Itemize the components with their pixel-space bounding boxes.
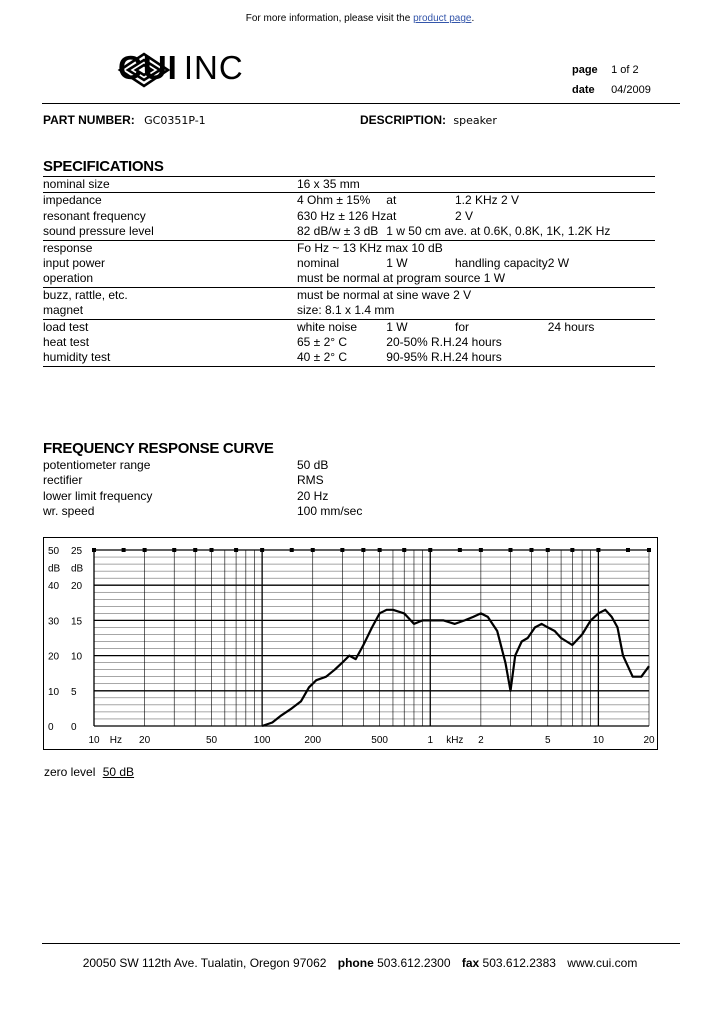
spec-value: 40 ± 2° C [297,350,386,366]
x-tick-label: 500 [371,735,388,746]
spec-value: 1 w 50 cm ave. at 0.6K, 0.8K, 1K, 1.2K Hz [386,224,611,239]
spec-value: nominal [297,255,340,270]
spec-value: must be normal at program source 1 W [297,271,506,286]
spec-value [548,350,655,366]
spec-label: impedance [43,193,297,209]
grid-tick-mark [596,548,600,552]
grid-tick-mark [378,548,382,552]
fr-row [43,473,443,488]
y-tick-label-right: 0 [71,722,77,733]
fr-row [43,489,443,504]
spec-value: 24 hours [455,334,502,349]
x-tick-label: 20 [139,735,151,746]
date-label: date [572,84,595,96]
grid-tick-mark [402,548,406,552]
y-tick-label-right: 15 [71,616,83,628]
grid-tick-mark [172,548,176,552]
spec-value: 82 dB/w ± 3 dB [297,224,379,239]
spec-row [43,193,655,209]
footer-rule [42,943,680,944]
grid-tick-mark [143,548,147,552]
spec-row [43,224,655,240]
top-note-suffix: . [471,13,475,24]
spec-row [43,177,655,193]
zero-level [44,765,134,779]
spec-value: 65 ± 2° C [297,334,348,349]
logo-suffix: INC [183,49,244,86]
spec-value: 24 hours [455,350,548,366]
grid-tick-mark [570,548,574,552]
chart-svg [44,538,657,749]
spec-label: magnet [43,303,84,318]
x-tick-label: 1 [427,735,434,746]
fr-label: potentiometer range [43,458,151,472]
spec-value: 630 Hz ± 126 Hz [297,208,387,223]
spec-row [43,319,655,335]
spec-value: Fo Hz ~ 13 KHz max 10 dB [297,240,655,256]
spec-value: 16 x 35 mm [297,177,655,193]
spec-row [43,240,655,256]
grid-tick-mark [122,548,126,552]
fr-row [43,458,443,473]
spec-value: 4 Ohm ± 15% [297,193,386,209]
description-label: DESCRIPTION: [360,113,447,127]
y-tick-label-left: 0 [48,722,54,733]
spec-label: resonant frequency [43,208,146,223]
grid-tick-mark [626,548,630,552]
spec-value: handling capacity [455,255,548,270]
spec-label: heat test [43,334,90,349]
spec-label: nominal size [43,177,297,193]
x-tick-label: Hz [109,735,123,746]
spec-row [43,303,655,319]
spec-row [43,287,655,303]
grid-tick-mark [428,548,432,552]
grid-tick-mark [647,548,651,552]
fr-row [43,504,443,519]
top-note-text: For more information, please visit the [245,13,411,24]
page-value: 1 of 2 [611,64,639,76]
spec-label: load test [43,319,297,335]
footer [0,956,720,970]
fr-value: 20 Hz [297,488,329,503]
spec-value [548,209,655,224]
zero-level-label: zero level [44,765,96,779]
spec-value: at [386,193,455,209]
logo-brand: CUI [118,49,178,86]
grid-tick-mark [210,548,214,552]
x-tick-label: 100 [253,735,271,746]
part-number-value: GC0351P-1 [144,114,206,127]
x-tick-label: 10 [88,735,100,746]
y-tick-label-right: 5 [71,686,77,698]
y-tick-label-right: dB [71,563,84,575]
date-value: 04/2009 [611,84,651,96]
spec-value: white noise [297,319,386,335]
fr-label: wr. speed [43,504,95,519]
fr-value: 100 mm/sec [297,504,363,519]
spec-value: 1 W [386,255,408,270]
spec-value [548,335,655,350]
spec-value: 2 V [455,208,474,223]
y-tick-label-left: 40 [48,581,60,593]
fax-label: fax [461,956,480,970]
page-label: page [572,64,598,76]
y-tick-label-right: 10 [71,651,83,663]
x-tick-label: 5 [544,735,551,746]
x-tick-label: 200 [304,735,322,746]
spec-label: sound pressure level [43,224,154,239]
frequency-response-title: FREQUENCY RESPONSE CURVE [43,440,274,457]
grid-tick-mark [92,548,96,552]
fr-label: lower limit frequency [43,488,153,503]
spec-label: buzz, rattle, etc. [43,287,297,303]
spec-value: 2 W [547,255,570,270]
grid-tick-mark [479,548,483,552]
spec-row [43,335,655,350]
spec-value: 90-95% R.H. [386,350,455,365]
description-line [360,113,497,127]
spec-value: 20-50% R.H. [386,334,455,349]
website-link[interactable]: www.cui.com [567,956,638,970]
x-tick-label: 10 [592,735,604,746]
phone-value: 503.612.2300 [377,956,451,970]
spec-row [43,256,655,271]
grid-tick-mark [546,548,550,552]
grid-tick-mark [361,548,365,552]
spec-value: 24 hours [548,319,655,335]
y-tick-label-left: dB [48,563,61,575]
grid-tick-mark [260,548,264,552]
spec-value: for [455,319,548,335]
grid-tick-mark [529,548,533,552]
fax-value: 503.612.2383 [482,956,556,970]
y-tick-label-left: 30 [48,616,60,628]
top-note [0,13,720,24]
y-tick-label-left: 50 [48,546,60,557]
date-meta [572,84,651,96]
spec-value: 1.2 KHz 2 V [455,193,548,209]
x-tick-label: 20 [643,735,655,746]
spec-row [43,271,655,287]
spec-value: must be normal at sine wave 2 V [297,287,655,303]
description-value: speaker [453,114,497,127]
phone-label: phone [337,956,374,970]
frequency-response-chart [43,537,658,750]
spec-value: at [386,208,397,223]
grid-tick-mark [340,548,344,552]
fr-value: RMS [297,473,324,488]
header-rule [42,103,680,104]
spec-label: operation [43,271,94,286]
spec-value [548,193,655,209]
spec-value: size: 8.1 x 1.4 mm [297,303,395,318]
x-tick-label: 2 [478,735,484,746]
grid-tick-mark [290,548,294,552]
x-tick-label: kHz [446,735,464,746]
zero-level-value: 50 dB [102,765,135,779]
spec-row [43,350,655,366]
grid-tick-mark [508,548,512,552]
fr-label: rectifier [43,473,83,488]
y-tick-label-left: 10 [48,686,60,698]
y-tick-label-right: 20 [71,581,83,593]
fr-value: 50 dB [297,458,329,472]
spec-value: 1 W [386,319,455,335]
x-tick-label: 50 [205,735,218,746]
y-tick-label-right: 25 [71,546,83,557]
spec-label: response [43,240,297,256]
part-number-line [43,113,206,127]
grid-tick-mark [458,548,462,552]
spec-label: input power [43,255,106,270]
specifications-table [43,176,655,367]
company-logo-text [118,49,244,87]
grid-tick-mark [311,548,315,552]
y-tick-label-left: 20 [48,651,60,663]
product-page-link[interactable]: product page [413,13,472,24]
specifications-title: SPECIFICATIONS [43,158,164,175]
part-number-label: PART NUMBER: [43,113,135,127]
page-meta [572,64,639,76]
frequency-response-table [43,458,443,520]
grid-tick-mark [193,548,197,552]
spec-row [43,209,655,224]
footer-address: 20050 SW 112th Ave. Tualatin, Oregon 97062 [82,956,327,970]
spec-label: humidity test [43,350,297,366]
grid-tick-mark [234,548,238,552]
